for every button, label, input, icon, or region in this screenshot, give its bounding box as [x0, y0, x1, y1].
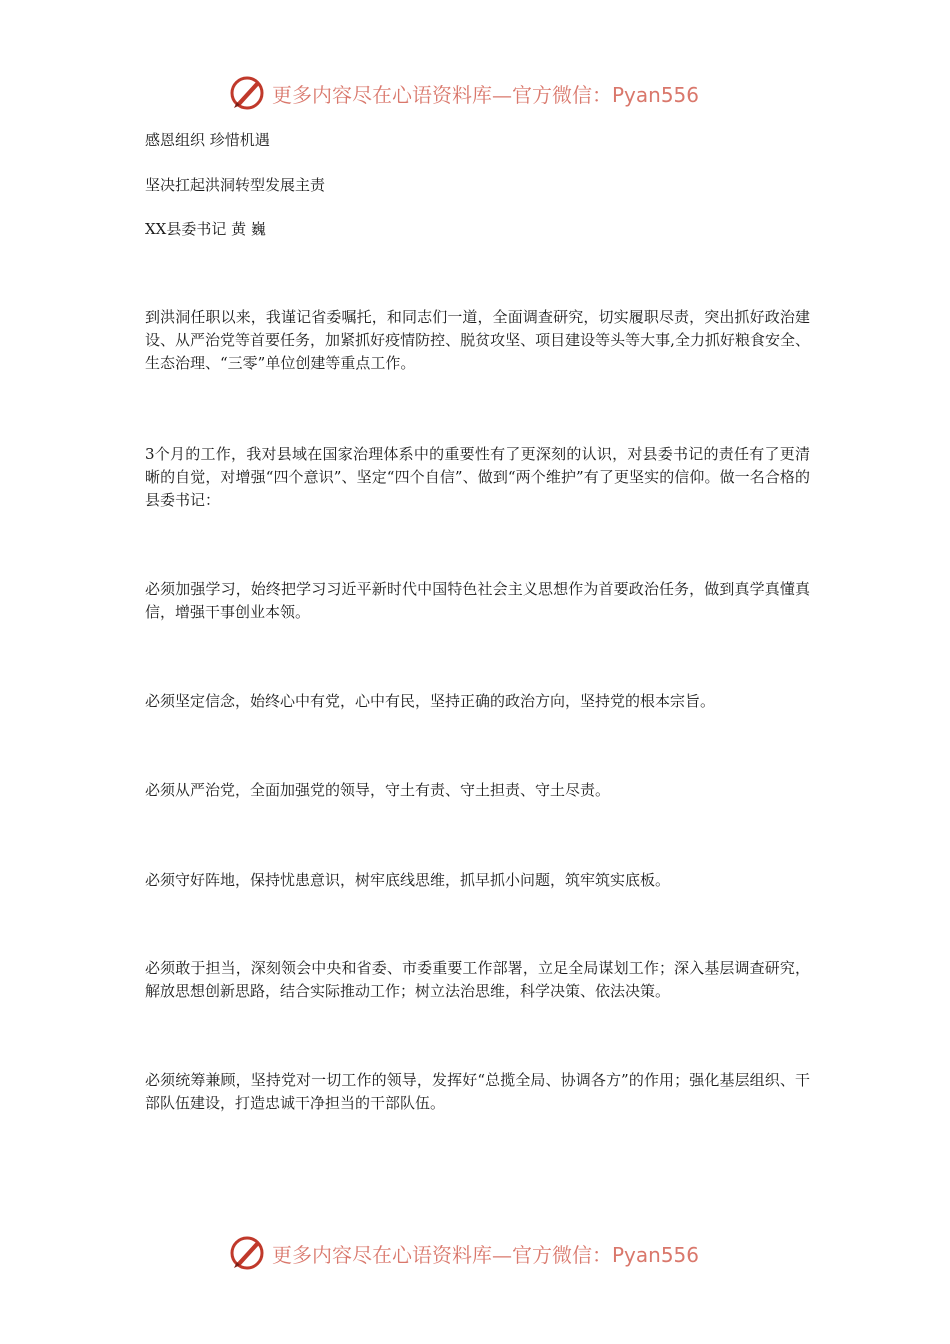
- watermark-banner-bottom: [228, 1231, 699, 1275]
- paragraph-5: 必须从严治党，全面加强党的领导，守土有责、守土担责、守土尽责。: [145, 781, 611, 799]
- paragraph-4: 必须坚定信念，始终心中有党，心中有民，坚持正确的政治方向，坚持党的根本宗旨。: [145, 692, 716, 710]
- watermark-wechat: 官方微信：Pyan556: [512, 1242, 700, 1267]
- paragraph-3: 必须加强学习，始终把学习习近平新时代中国特色社会主义思想作为首要政治任务，做到真学真懂真信，增强干事创业本领。: [145, 580, 810, 621]
- title-line-2: 坚决扛起洪洞转型发展主责: [145, 176, 326, 194]
- paragraph-8: 必须统筹兼顾，坚持党对一切工作的领导，发挥好“总揽全局、协调各方”的作用；强化基层组织、干部队伍建设，打造忠诚干净担当的干部队伍。: [145, 1071, 810, 1112]
- paragraph-6: 必须守好阵地，保持忧患意识，树牢底线思维，抓早抓小问题，筑牢筑实底板。: [145, 871, 671, 889]
- pen-logo-icon: [228, 1234, 266, 1272]
- byline: XX县委书记 黄 巍: [145, 220, 266, 238]
- watermark-banner-top: [228, 71, 699, 115]
- watermark-text: 更多内容尽在心语资料库—: [272, 82, 512, 107]
- watermark-wechat: 官方微信：Pyan556: [512, 82, 700, 107]
- watermark-text: 更多内容尽在心语资料库—: [272, 1242, 512, 1267]
- pen-logo-icon: [228, 74, 266, 112]
- paragraph-2: 3个月的工作，我对县域在国家治理体系中的重要性有了更深刻的认识，对县委书记的责任有了更清晰的自觉，对增强“四个意识”、坚定“四个自信”、做到“两个维护”有了更坚实的信仰。做一名合格的县委书记：: [145, 445, 810, 509]
- title-line-1: 感恩组织 珍惜机遇: [145, 131, 270, 149]
- paragraph-1: 到洪洞任职以来，我谨记省委嘱托，和同志们一道，全面调查研究，切实履职尽责，突出抓好政治建设、从严治党等首要任务，加紧抓好疫情防控、脱贫攻坚、项目建设等头等大事,全力抓好粮食安全、生态治理、“三零”单位创建等重点工作。: [145, 308, 810, 372]
- paragraph-7: 必须敢于担当，深刻领会中央和省委、市委重要工作部署，立足全局谋划工作；深入基层调查研究，解放思想创新思路，结合实际推动工作；树立法治思维，科学决策、依法决策。: [145, 959, 810, 1000]
